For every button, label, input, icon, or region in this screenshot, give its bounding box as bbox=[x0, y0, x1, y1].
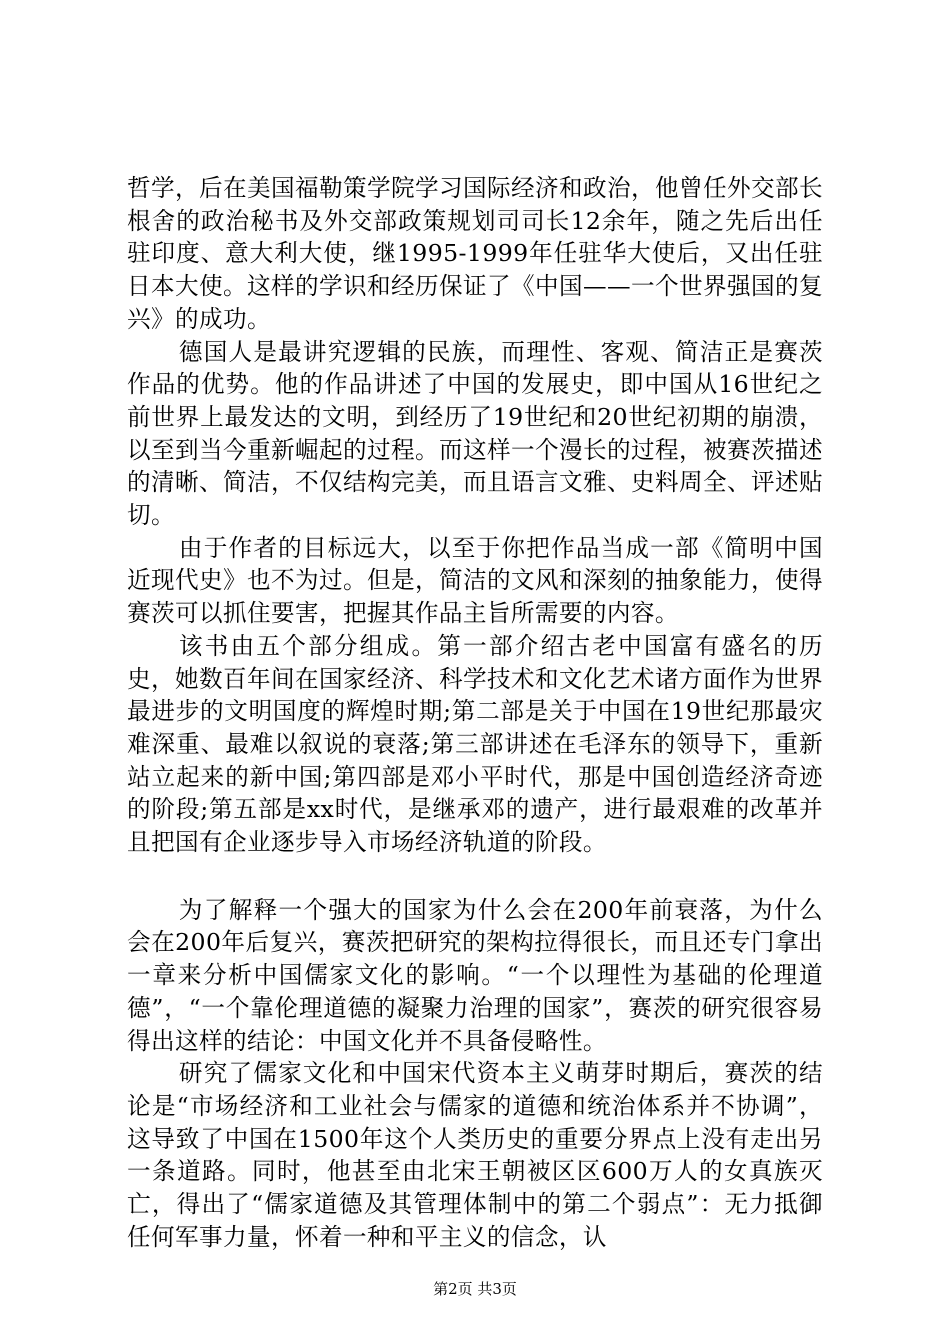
paragraph-gap bbox=[127, 859, 823, 894]
document-body bbox=[127, 172, 823, 1254]
paragraph-1: 哲学，后在美国福勒策学院学习国际经济和政治，他曾任外交部长根舍的政治秘书及外交部政策规划司司长12余年，随之先后出任驻印度、意大利大使，继1995-1999年任驻华大使后，又出任驻日本大使。这样的学识和经历保证了《中国——一个世界强国的复兴》的成功。 bbox=[127, 174, 823, 333]
paragraph-2: 德国人是最讲究逻辑的民族，而理性、客观、简洁正是赛茨作品的优势。他的作品讲述了中国的发展史，即中国从16世纪之前世界上最发达的文明，到经历了19世纪和20世纪初期的崩溃，以至到当今重新崛起的过程。而这样一个漫长的过程，被赛茨描述的清晰、简洁，不仅结构完美，而且语言文雅、史料周全、评述贴切。 bbox=[127, 337, 823, 530]
paragraph-3: 由于作者的目标远大，以至于你把作品当成一部《简明中国近现代史》也不为过。但是，简洁的文风和深刻的抽象能力，使得赛茨可以抓住要害，把握其作品主旨所需要的内容。 bbox=[127, 533, 823, 628]
page-number-label: 第2页 共3页 bbox=[433, 1280, 517, 1298]
paragraph-6: 研究了儒家文化和中国宋代资本主义萌芽时期后，赛茨的结论是“市场经济和工业社会与儒家的道德和统治体系并不协调”，这导致了中国在1500年这个人类历史的重要分界点上没有走出另一条道路。同时，他甚至由北宋王朝被区区600万人的女真族灭亡，得出了“儒家道德及其管理体制中的第二个弱点”：无力抵御任何军事力量，怀着一种和平主义的信念，认 bbox=[127, 1059, 823, 1251]
page-footer bbox=[0, 1279, 950, 1299]
paragraph-4: 该书由五个部分组成。第一部介绍古老中国富有盛名的历史，她数百年间在国家经济、科学技术和文化艺术诸方面作为世界最进步的文明国度的辉煌时期;第二部是关于中国在19世纪那最灾难深重、最难以叙说的衰落;第三部讲述在毛泽东的领导下，重新站立起来的新中国;第四部是邓小平时代，那是中国创造经济奇迹的阶段;第五部是xx时代，是继承邓的遗产，进行最艰难的改革并且把国有企业逐步导入市场经济轨道的阶段。 bbox=[127, 631, 823, 857]
paragraph-5: 为了解释一个强大的国家为什么会在200年前衰落，为什么会在200年后复兴，赛茨把研究的架构拉得很长，而且还专门拿出一章来分析中国儒家文化的影响。“一个以理性为基础的伦理道德”，“一个靠伦理道德的凝聚力治理的国家”，赛茨的研究很容易得出这样的结论：中国文化并不具备侵略性。 bbox=[127, 895, 823, 1055]
